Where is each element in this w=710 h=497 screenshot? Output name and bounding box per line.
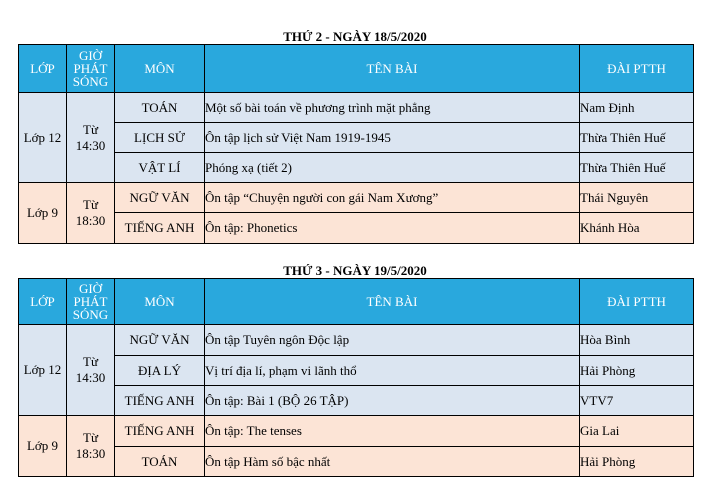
header-mon: MÔN — [115, 45, 205, 93]
table-row — [19, 123, 694, 153]
station-cell: Khánh Hòa — [580, 213, 694, 244]
header-lop: LỚP — [19, 45, 67, 93]
day1-title: THỨ 2 - NGÀY 18/5/2020 — [283, 29, 427, 44]
subject-cell: ĐỊA LÝ — [115, 356, 205, 386]
lesson-title-cell: Phóng xạ (tiết 2) — [205, 153, 580, 183]
lesson-title-cell: Ôn tập lịch sử Việt Nam 1919-1945 — [205, 123, 580, 153]
station-cell: Hải Phòng — [580, 356, 694, 386]
time-cell: Từ 14:30 — [67, 93, 115, 183]
lesson-title-cell: Ôn tập Hàm số bậc nhất — [205, 447, 580, 477]
table-row — [19, 93, 694, 123]
class-cell: Lớp 12 — [19, 325, 67, 416]
lesson-title-cell: Ôn tập: Bài 1 (BỘ 26 TẬP) — [205, 386, 580, 416]
subject-cell: TIẾNG ANH — [115, 386, 205, 416]
subject-cell: TIẾNG ANH — [115, 416, 205, 447]
subject-cell: NGỮ VĂN — [115, 325, 205, 356]
station-cell: Thừa Thiên Huế — [580, 123, 694, 153]
table-row — [19, 183, 694, 213]
class-cell: Lớp 9 — [19, 416, 67, 477]
class-cell: Lớp 9 — [19, 183, 67, 244]
table-row — [19, 325, 694, 356]
day2-schedule-table — [18, 278, 694, 477]
table-header-row — [19, 45, 694, 93]
day2-title: THỨ 3 - NGÀY 19/5/2020 — [283, 263, 427, 278]
time-cell: Từ 14:30 — [67, 325, 115, 416]
table-row — [19, 386, 694, 416]
station-cell: Hòa Bình — [580, 325, 694, 356]
table-row — [19, 153, 694, 183]
lesson-title-cell: Ôn tập Tuyên ngôn Độc lập — [205, 325, 580, 356]
subject-cell: VẬT LÍ — [115, 153, 205, 183]
station-cell: Hải Phòng — [580, 447, 694, 477]
station-cell: Nam Định — [580, 93, 694, 123]
lesson-title-cell: Vị trí địa lí, phạm vi lãnh thổ — [205, 356, 580, 386]
subject-cell: TOÁN — [115, 93, 205, 123]
header-dai: ĐÀI PTTH — [580, 279, 694, 325]
header-mon: MÔN — [115, 279, 205, 325]
header-ten: TÊN BÀI — [205, 279, 580, 325]
header-ten: TÊN BÀI — [205, 45, 580, 93]
subject-cell: TOÁN — [115, 447, 205, 477]
subject-cell: LỊCH SỬ — [115, 123, 205, 153]
lesson-title-cell: Ôn tập: Phonetics — [205, 213, 580, 244]
station-cell: Thừa Thiên Huế — [580, 153, 694, 183]
table-row — [19, 447, 694, 477]
header-dai: ĐÀI PTTH — [580, 45, 694, 93]
header-gio: GIỜ PHÁT SÓNG — [67, 279, 115, 325]
station-cell: Gia Lai — [580, 416, 694, 447]
lesson-title-cell: Ôn tập: The tenses — [205, 416, 580, 447]
day1-schedule-table — [18, 44, 694, 244]
time-cell: Từ 18:30 — [67, 416, 115, 477]
time-cell: Từ 18:30 — [67, 183, 115, 244]
station-cell: VTV7 — [580, 386, 694, 416]
table-row — [19, 356, 694, 386]
table-row — [19, 213, 694, 244]
table-header-row — [19, 279, 694, 325]
table-row — [19, 416, 694, 447]
subject-cell: NGỮ VĂN — [115, 183, 205, 213]
subject-cell: TIẾNG ANH — [115, 213, 205, 244]
class-cell: Lớp 12 — [19, 93, 67, 183]
header-lop: LỚP — [19, 279, 67, 325]
lesson-title-cell: Ôn tập “Chuyện người con gái Nam Xương” — [205, 183, 580, 213]
lesson-title-cell: Một số bài toán về phương trình mặt phẳng — [205, 93, 580, 123]
header-gio: GIỜ PHÁT SÓNG — [67, 45, 115, 93]
station-cell: Thái Nguyên — [580, 183, 694, 213]
